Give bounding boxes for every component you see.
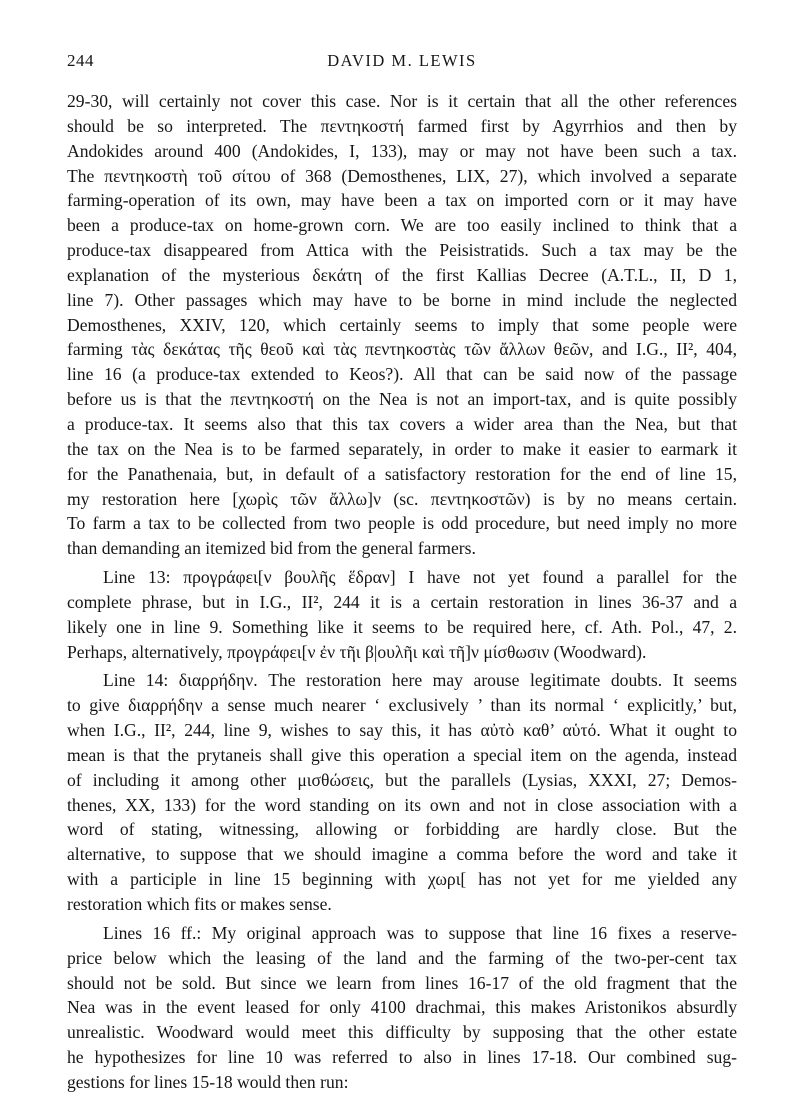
text-line: to give διαρρήδην a sense much nearer ‘ exclusively ’ than its normal ‘ explicitly,’ but, (67, 695, 737, 716)
running-head: DAVID M. LEWIS (327, 51, 477, 70)
text-line: when I.G., II², 244, line 9, wishes to say this, it has αὐτὸ καθ’ αὑτό. What it ought to (67, 720, 737, 741)
paragraph (67, 89, 737, 561)
text-line: the tax on the Nea is to be farmed separately, in order to make it easier to earmark it (67, 438, 737, 459)
text-line: he hypothesizes for line 10 was referred to also in lines 17-18. Our combined sug- (67, 1047, 737, 1068)
text-line: Andokides around 400 (Andokides, I, 133), may or may not have been such a tax. (67, 140, 737, 161)
text-line: Demosthenes, XXIV, 120, which certainly seems to imply that some people were (67, 314, 737, 335)
text-line: with a participle in line 15 beginning with χωρι[ has not yet for me yielded any (67, 869, 737, 890)
text-line: Nea was in the event leased for only 4100 drachmai, this makes Aristonikos absurdly (67, 997, 737, 1018)
text-line: likely one in line 9. Something like it seems to be required here, cf. Ath. Pol., 47, 2. (67, 616, 737, 637)
text-line: been a produce-tax on home-grown corn. We are too easily inclined to think that a (67, 215, 737, 236)
page-number: 244 (67, 51, 94, 70)
text-line: word of stating, witnessing, allowing or forbidding are hardly close. But the (67, 819, 737, 840)
page-header (67, 51, 737, 73)
text-line: thenes, XX, 133) for the word standing on its own and not in close association with a (67, 794, 737, 815)
text-line: complete phrase, but in I.G., II², 244 it is a certain restoration in lines 36-37 and a (67, 591, 737, 612)
text-line: should be so interpreted. The πεντηκοστή farmed first by Agyrrhios and then by (67, 115, 737, 136)
text-line: price below which the leasing of the land and the farming of the two-per-cent tax (67, 947, 737, 968)
text-line: line 16 (a produce-tax extended to Keos?). All that can be said now of the passage (67, 364, 737, 385)
text-line: before us is that the πεντηκοστή on the Nea is not an import-tax, and is quite possibly (67, 389, 737, 410)
text-line: farming-operation of its own, may have been a tax on imported corn or it may have (67, 190, 737, 211)
text-line: Line 14: διαρρήδην. The restoration here may arouse legitimate doubts. It seems (103, 670, 737, 691)
body-text (67, 89, 737, 1095)
text-line: mean is that the prytaneis shall give this operation a special item on the agenda, instead (67, 744, 737, 765)
text-line: alternative, to suppose that we should imagine a comma before the word and take it (67, 844, 737, 865)
text-line: farming τὰς δεκάτας τῆς θεοῦ καὶ τὰς πεντηκοστὰς τῶν ἄλλων θεῶν, and I.G., II², 404, (67, 339, 737, 360)
text-line: explanation of the mysterious δεκάτη of the first Kallias Decree (A.T.L., II, D 1, (67, 264, 737, 285)
text-line: restoration which fits or makes sense. (67, 894, 332, 914)
text-line: than demanding an itemized bid from the general farmers. (67, 538, 476, 559)
text-line: Line 13: προγράφει[ν βουλῆς ἕδραν] I have not yet found a parallel for the (103, 567, 737, 588)
text-line: gestions for lines 15-18 would then run: (67, 1071, 349, 1092)
text-line: To farm a tax to be collected from two people is odd procedure, but need imply no more (67, 513, 737, 534)
paragraph (67, 565, 737, 664)
text-line: should not be sold. But since we learn from lines 16-17 of the old fragment that the (67, 972, 737, 993)
text-line: for the Panathenaia, but, in default of a satisfactory restoration for the end of line 15, (67, 463, 737, 484)
text-line: unrealistic. Woodward would meet this difficulty by supposing that the other estate (67, 1022, 737, 1043)
text-line: produce-tax disappeared from Attica with the Peisistratids. Such a tax may be the (67, 240, 737, 261)
text-line: line 7). Other passages which may have to be borne in mind include the neglected (67, 289, 737, 310)
text-line: of including it among other μισθώσεις, but the parallels (Lysias, XXXI, 27; Demos- (67, 769, 737, 790)
text-line: 29-30, will certainly not cover this case. Nor is it certain that all the other references (67, 91, 737, 111)
text-line: a produce-tax. It seems also that this tax covers a wider area than the Nea, but that (67, 413, 737, 434)
text-line: The πεντηκοστὴ τοῦ σίτου of 368 (Demosthenes, LIX, 27), which involved a separate (67, 165, 737, 186)
paragraph (67, 921, 737, 1095)
text-line: my restoration here [χωρὶς τῶν ἄλλω]ν (sc. πεντηκοστῶν) is by no means certain. (67, 488, 737, 509)
text-line: Perhaps, alternatively, προγράφει[ν ἐν τῆι β|ουλῆι καὶ τῆ]ν μίσθωσιν (Woodward). (67, 641, 647, 662)
paragraph (67, 668, 737, 916)
text-line: Lines 16 ff.: My original approach was to suppose that line 16 fixes a reserve- (103, 922, 737, 943)
